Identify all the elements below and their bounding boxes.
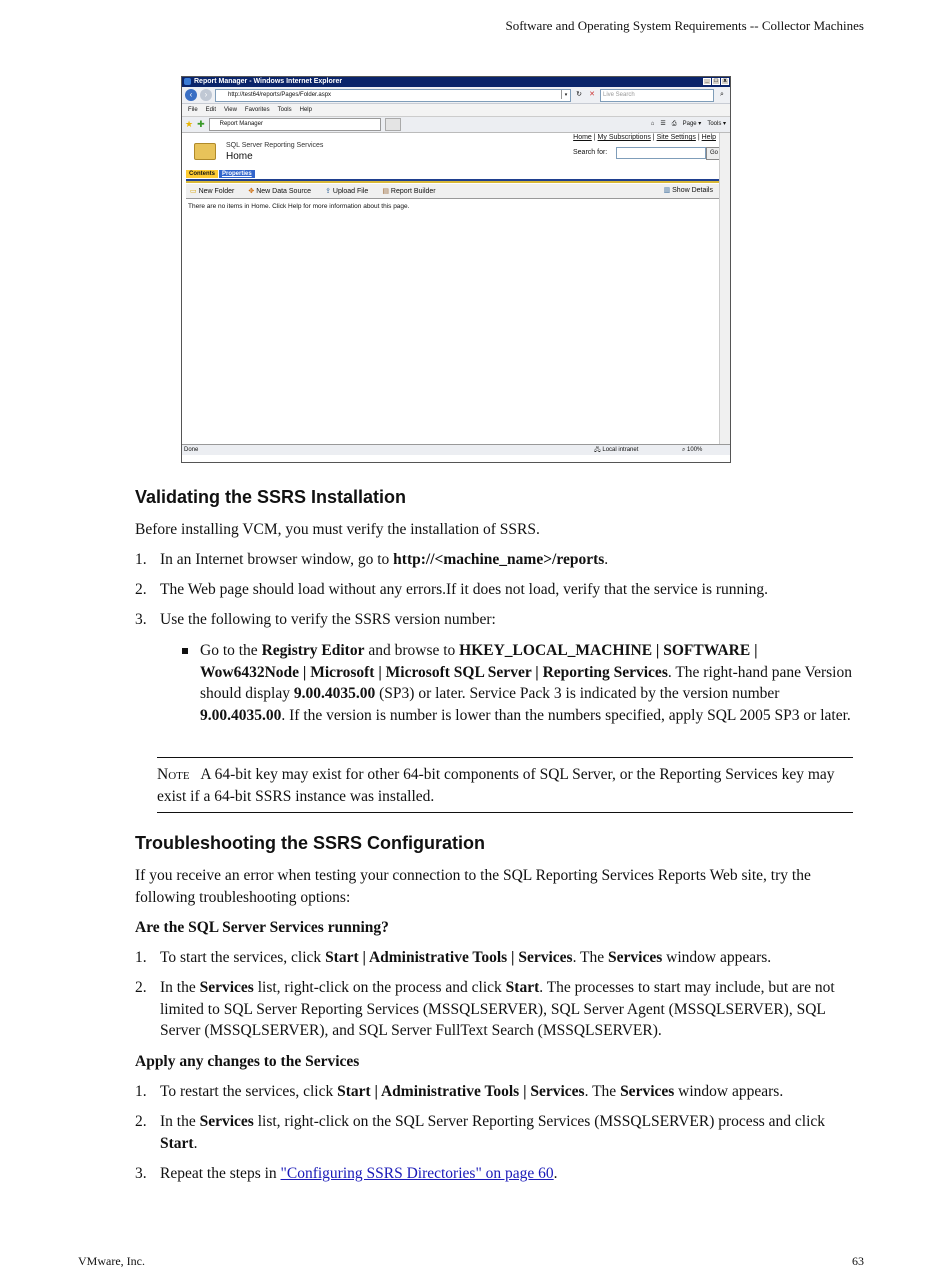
empty-folder-message: There are no items in Home. Click Help for more information about this page. — [188, 203, 410, 210]
window-title: Report Manager - Windows Internet Explorer — [194, 78, 343, 85]
upload-icon: ⇪ — [325, 188, 331, 195]
maximize-icon[interactable]: □ — [712, 78, 720, 85]
bullet-square-icon — [182, 648, 188, 654]
address-input[interactable]: http://test64/reports/Pages/Folder.aspx ▾ — [215, 89, 571, 102]
menu-help[interactable]: Help — [299, 107, 312, 113]
restart-services-step: To restart the services, click Start | Administrative Tools | Services. The Services window appears. — [160, 1083, 784, 1100]
page-content — [182, 133, 730, 444]
status-text: Done — [184, 447, 199, 453]
link-my-subscriptions[interactable]: My Subscriptions — [597, 134, 651, 141]
note: Note A 64-bit key may exist for other 64-bit components of SQL Server, or the Reporting Services key may exist if a 64-bit SSRS instance was installed. — [157, 766, 835, 805]
print-icon[interactable]: ⎙ — [671, 121, 677, 127]
live-search-input[interactable]: Live Search — [600, 89, 714, 102]
zoom-level[interactable]: ⌕ 100% — [682, 447, 703, 453]
question-apply-changes: Apply any changes to the Services — [135, 1053, 360, 1070]
ie-logo-icon — [184, 78, 191, 85]
report-builder-button[interactable]: ▤ Report Builder — [382, 188, 436, 195]
validating-step-2: The Web page should load without any errors.If it does not load, verify that the service is running. — [160, 581, 768, 598]
step-number: 1. — [135, 949, 147, 966]
zoom-icon: ⌕ — [682, 447, 686, 453]
top-links: Home | My Subscriptions | Site Settings | Help — [573, 134, 716, 141]
status-bar — [182, 444, 730, 455]
troubleshooting-intro: If you receive an error when testing your connection to the SQL Reporting Services Reports Web site, try the following troubleshooting options: — [135, 867, 811, 906]
repeat-steps: Repeat the steps in "Configuring SSRS Directories" on page 60. — [160, 1165, 558, 1182]
srs-toolbar — [186, 184, 719, 199]
forward-arrow-icon[interactable]: › — [200, 89, 212, 101]
configuring-ssrs-link[interactable]: "Configuring SSRS Directories" on page 60 — [280, 1165, 554, 1182]
folder-title: Home — [226, 151, 253, 162]
step-number: 2. — [135, 1113, 147, 1130]
tab-contents[interactable]: Contents — [186, 170, 218, 178]
tab-bar — [182, 117, 730, 133]
new-data-source-button[interactable]: ✥ New Data Source — [248, 188, 312, 195]
menu-favorites[interactable]: Favorites — [244, 107, 270, 113]
search-input[interactable] — [616, 147, 706, 159]
start-ssrs-process-step: In the Services list, right-click on the SQL Server Reporting Services (MSSQLSERVER) process and click Start. — [160, 1113, 826, 1152]
link-home[interactable]: Home — [573, 134, 592, 141]
back-arrow-icon[interactable]: ‹ — [185, 89, 197, 101]
step-number: 1. — [135, 551, 147, 568]
divider-yellow — [186, 181, 719, 183]
menu-file[interactable]: File — [188, 107, 198, 113]
page-menu[interactable]: Page ▾ — [682, 121, 702, 127]
go-button[interactable]: Go — [706, 147, 722, 160]
menu-view[interactable]: View — [224, 107, 237, 113]
home-icon[interactable]: ⌂ — [650, 121, 655, 127]
refresh-icon[interactable]: ↻ — [576, 91, 582, 98]
link-site-settings[interactable]: Site Settings — [656, 134, 696, 141]
step-number: 3. — [135, 611, 147, 628]
product-name: SQL Server Reporting Services — [226, 142, 324, 149]
search-icon[interactable]: ⌕ — [720, 91, 724, 98]
menu-tools[interactable]: Tools — [277, 107, 292, 113]
running-header: Software and Operating System Requirements -- Collector Machines — [505, 18, 864, 33]
step-number: 2. — [135, 581, 147, 598]
intranet-icon: 🖧 — [594, 447, 601, 453]
report-builder-icon: ▤ — [382, 188, 389, 195]
address-dropdown-icon[interactable]: ▾ — [561, 90, 570, 99]
link-help[interactable]: Help — [701, 134, 716, 141]
show-details-button[interactable]: ▥ Show Details — [663, 187, 713, 194]
new-folder-icon: ▭ — [190, 188, 197, 195]
heading-validating: Validating the SSRS Installation — [135, 487, 407, 507]
page-number: 63 — [852, 1254, 864, 1268]
menu-bar — [182, 104, 730, 117]
registry-instruction: Go to the Registry Editor and browse to HKEY_LOCAL_MACHINE | SOFTWARE | Wow6432Node | Microsoft | Microsoft SQL Server | Reporting Services. The right-hand pane Version should display 9.00.4035.00 (SP3) or later. Service Pack 3 is indicated by the version number 9.00.4035.00. If the version is number is lower than the numbers specified, apply SQL 2005 SP3 or later. — [200, 642, 852, 724]
folder-icon — [194, 143, 216, 160]
add-favorites-icon[interactable]: ✚ — [197, 119, 205, 129]
note-rule-bottom — [157, 812, 853, 813]
command-bar — [651, 119, 726, 129]
minimize-icon[interactable]: _ — [703, 78, 711, 85]
validating-step-1: In an Internet browser window, go to http://<machine_name>/reports. — [160, 551, 609, 568]
step-number: 2. — [135, 979, 147, 996]
step-number: 1. — [135, 1083, 147, 1100]
upload-file-button[interactable]: ⇪ Upload File — [325, 188, 369, 195]
question-services-running: Are the SQL Server Services running? — [135, 919, 389, 936]
tab-properties[interactable]: Properties — [219, 170, 255, 178]
favorites-star-icon[interactable]: ★ — [185, 119, 194, 129]
stop-icon[interactable]: ✕ — [589, 91, 595, 98]
vertical-scrollbar[interactable] — [719, 133, 730, 444]
menu-edit[interactable]: Edit — [205, 107, 217, 113]
data-source-icon: ✥ — [248, 188, 255, 195]
window-titlebar — [182, 77, 730, 87]
report-manager-screenshot — [181, 76, 731, 463]
new-tab-button[interactable] — [385, 118, 401, 131]
new-folder-button[interactable]: ▭ New Folder — [190, 188, 235, 195]
address-bar-row — [182, 87, 730, 104]
start-services-step: To start the services, click Start | Administrative Tools | Services. The Services window appears. — [160, 949, 772, 966]
tab-report-manager[interactable]: Report Manager — [209, 118, 381, 131]
step-number: 3. — [135, 1165, 147, 1182]
security-zone: 🖧 Local intranet — [594, 447, 639, 453]
footer-company: VMware, Inc. — [78, 1254, 145, 1268]
srs-tabs — [186, 170, 255, 178]
feeds-icon[interactable]: ☰ — [660, 121, 666, 127]
heading-troubleshooting: Troubleshooting the SSRS Configuration — [135, 833, 485, 853]
validating-intro: Before installing VCM, you must verify the installation of SSRS. — [135, 521, 540, 538]
validating-step-3: Use the following to verify the SSRS version number: — [160, 611, 496, 628]
start-process-step: In the Services list, right-click on the process and click Start. The processes to start may include, but are not limited to SQL Server Reporting Services (MSSQLSERVER), SQL Server Agent (MSSQLSERVER), SQL Server (MSSQLSERVER), and SQL Server FullText Search (MSSQLSERVER). — [160, 979, 835, 1039]
close-icon[interactable]: x — [721, 78, 729, 85]
tools-menu[interactable]: Tools ▾ — [707, 121, 726, 127]
note-rule-top — [157, 757, 853, 758]
details-icon: ▥ — [663, 187, 671, 194]
search-label: Search for: — [573, 149, 608, 156]
